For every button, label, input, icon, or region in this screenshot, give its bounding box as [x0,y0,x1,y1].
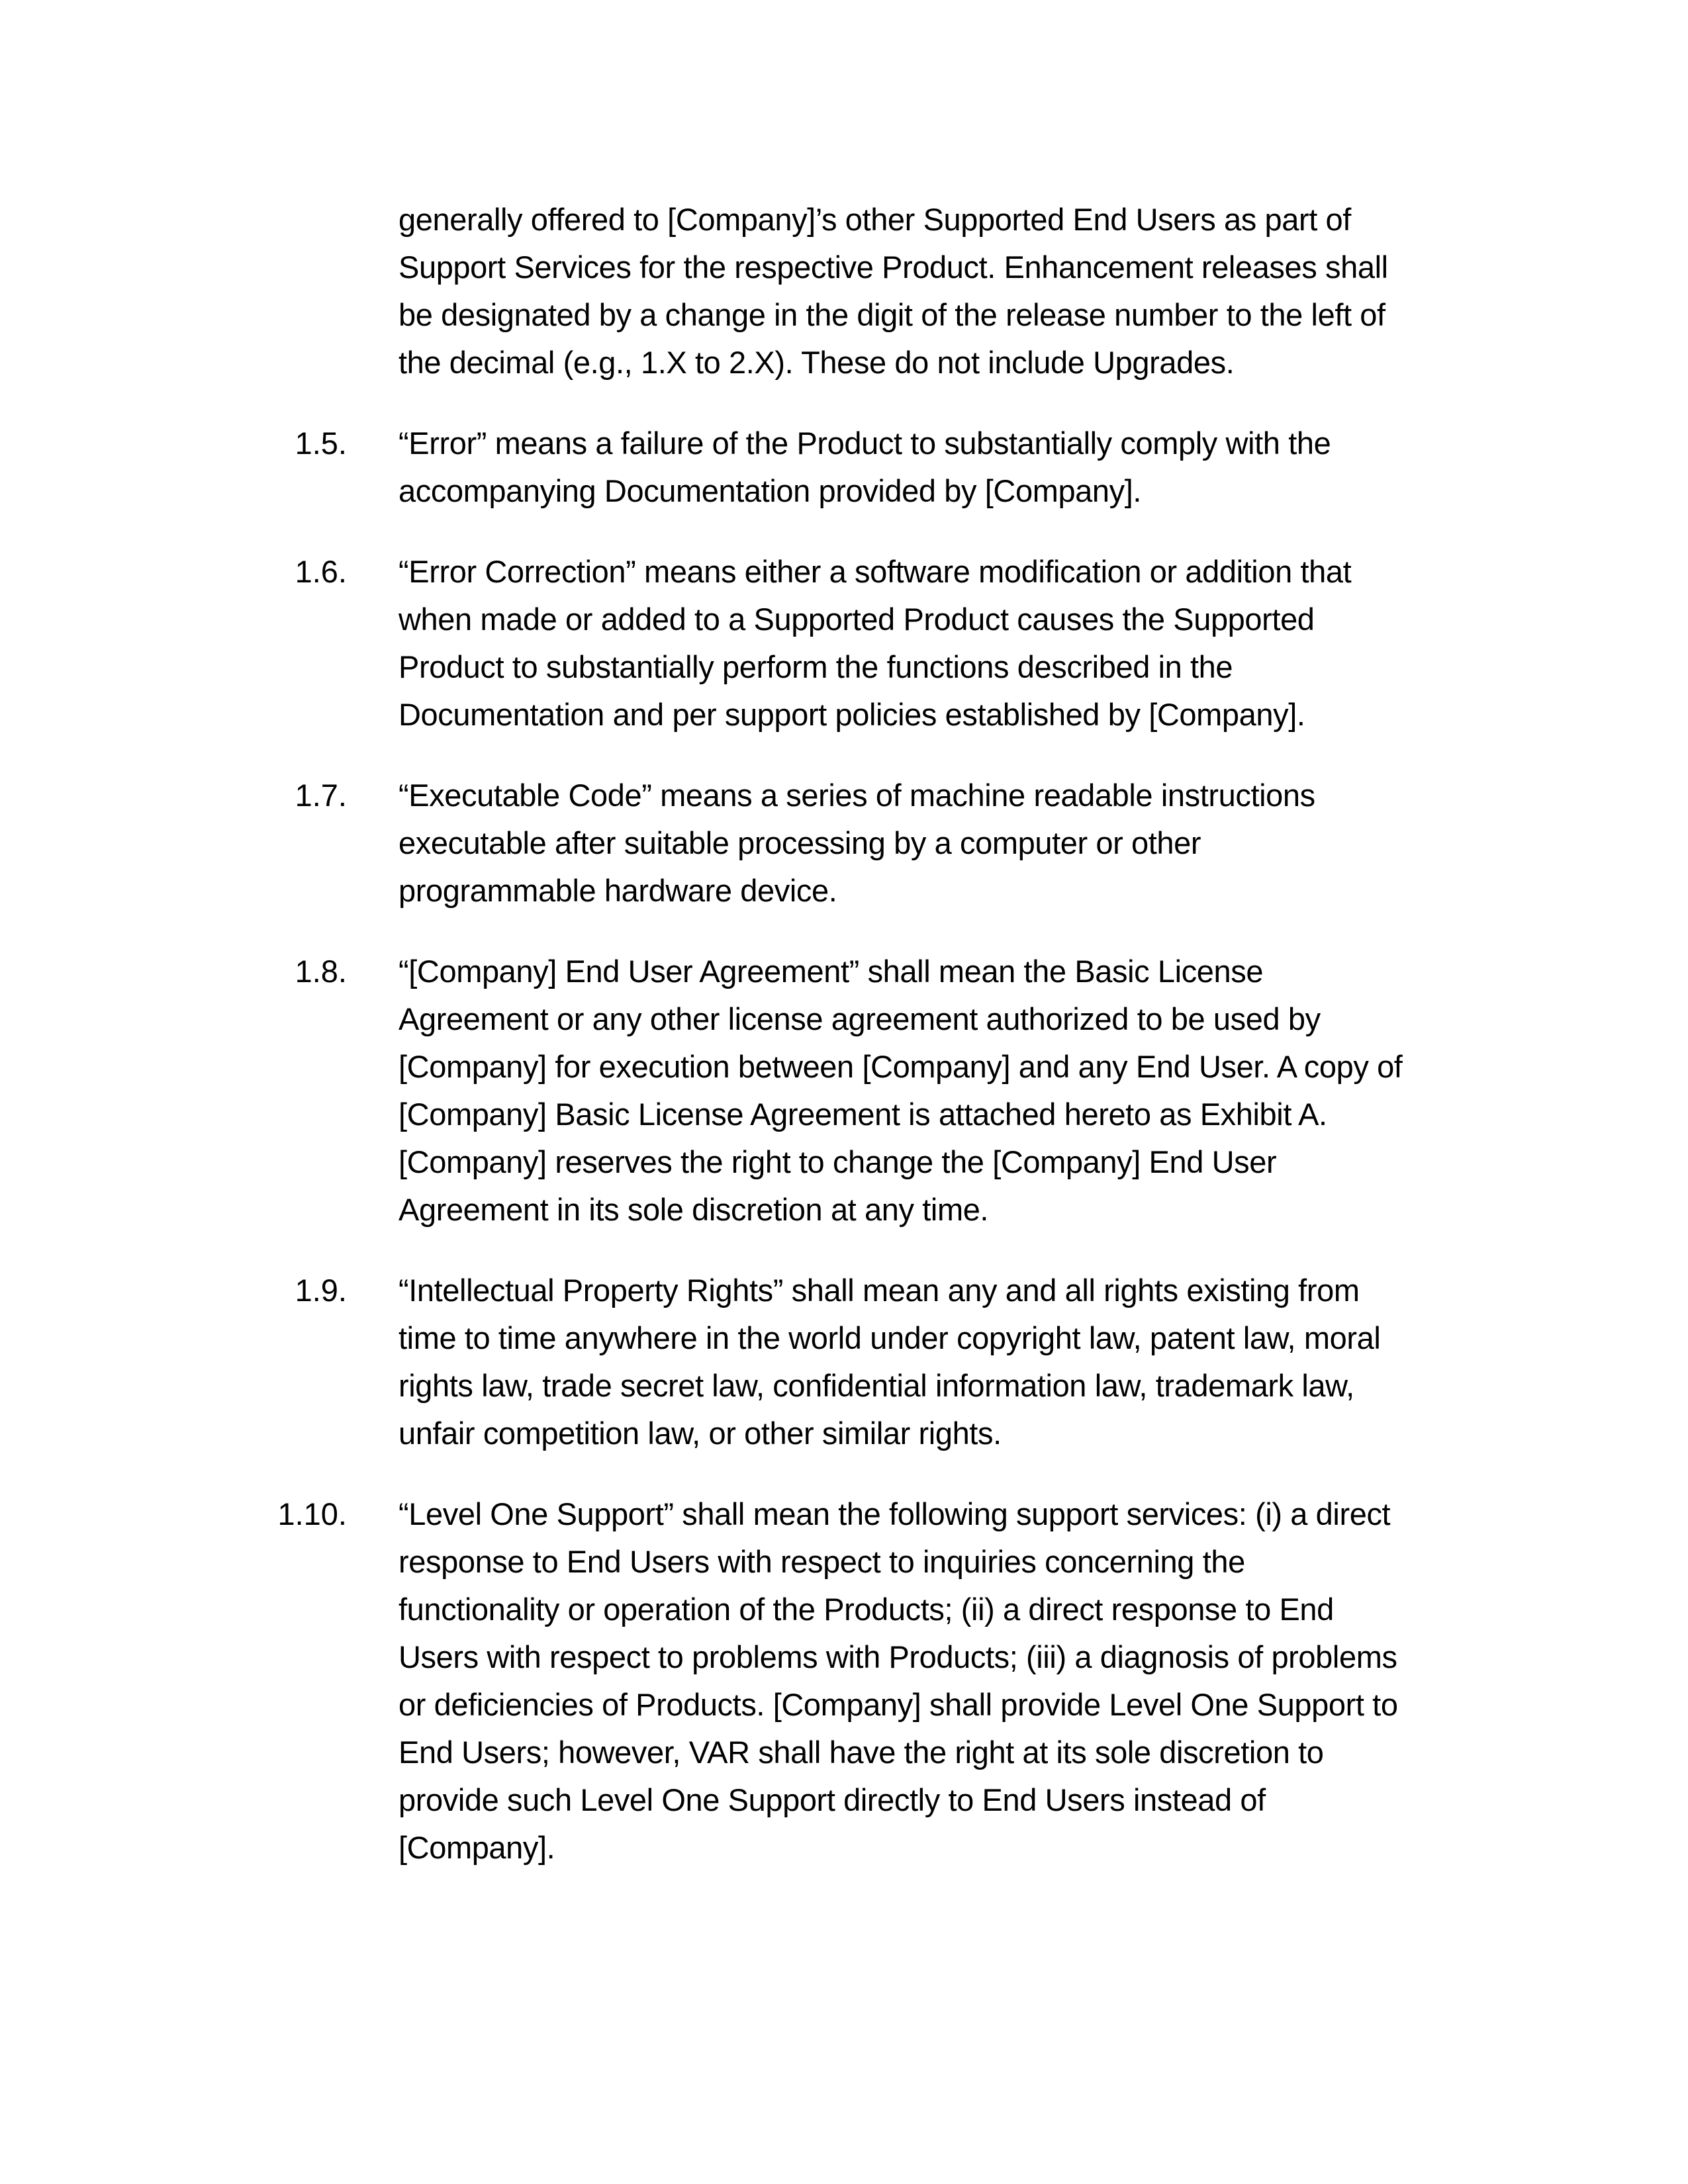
text-line: time to time anywhere in the world under copyright law, patent law, moral [399,1320,1381,1355]
paragraph-body [399,196,1511,387]
text-line: generally offered to [Company]’s other Supported End Users as part of [399,202,1351,237]
section-1-8 [265,948,1509,1234]
document-content [265,196,1509,1905]
text-line: “Error” means a failure of the Product to substantially comply with the [399,426,1331,461]
definition-text [399,420,1511,515]
section-1-7 [265,772,1509,915]
definition-text [399,772,1511,915]
text-line: “[Company] End User Agreement” shall mean the Basic License [399,954,1264,989]
section-number: 1.8. [295,954,347,989]
text-line: End Users; however, VAR shall have the right at its sole discretion to [399,1735,1324,1770]
section-number: 1.5. [295,426,347,461]
text-line: Support Services for the respective Product. Enhancement releases shall [399,250,1388,285]
text-line: [Company]. [399,1830,555,1865]
text-line: accompanying Documentation provided by [Company]. [399,473,1142,508]
section-1-5 [265,420,1509,515]
text-line: provide such Level One Support directly to End Users instead of [399,1782,1266,1817]
text-line: Users with respect to problems with Products; (iii) a diagnosis of problems [399,1639,1397,1674]
definition-text [399,948,1511,1234]
section-number: 1.9. [295,1273,347,1308]
text-line: Agreement in its sole discretion at any time. [399,1192,989,1227]
continuation-paragraph [265,196,1509,387]
section-number: 1.6. [295,554,347,589]
text-line: [Company] Basic License Agreement is attached hereto as Exhibit A. [399,1097,1327,1132]
text-line: when made or added to a Supported Product causes the Supported [399,602,1315,637]
text-line: “Level One Support” shall mean the following support services: (i) a direct [399,1496,1391,1531]
section-number: 1.7. [295,778,347,813]
definition-text [399,548,1511,739]
text-line: be designated by a change in the digit of the release number to the left of [399,297,1385,332]
text-line: “Error Correction” means either a software modification or addition that [399,554,1352,589]
definition-text [399,1490,1511,1872]
text-line: executable after suitable processing by a computer or other [399,825,1201,860]
text-line: unfair competition law, or other similar rights. [399,1416,1002,1451]
text-line: Agreement or any other license agreement authorized to be used by [399,1001,1321,1036]
section-number: 1.10. [277,1496,347,1531]
text-line: the decimal (e.g., 1.X to 2.X). These do not include Upgrades. [399,345,1235,380]
text-line: response to End Users with respect to inquiries concerning the [399,1544,1245,1579]
text-line: “Executable Code” means a series of machine readable instructions [399,778,1315,813]
text-line: or deficiencies of Products. [Company] shall provide Level One Support to [399,1687,1398,1722]
text-line: programmable hardware device. [399,873,837,908]
text-line: rights law, trade secret law, confidential information law, trademark law, [399,1368,1354,1403]
text-line: Documentation and per support policies established by [Company]. [399,697,1305,732]
definition-text [399,1267,1511,1457]
text-line: functionality or operation of the Products; (ii) a direct response to End [399,1592,1334,1627]
section-1-6 [265,548,1509,739]
section-1-9 [265,1267,1509,1457]
text-line: “Intellectual Property Rights” shall mean any and all rights existing from [399,1273,1360,1308]
text-line: [Company] for execution between [Company] and any End User. A copy of [399,1049,1403,1084]
text-line: [Company] reserves the right to change the [Company] End User [399,1144,1277,1179]
section-1-10 [265,1490,1509,1872]
text-line: Product to substantially perform the functions described in the [399,649,1233,684]
